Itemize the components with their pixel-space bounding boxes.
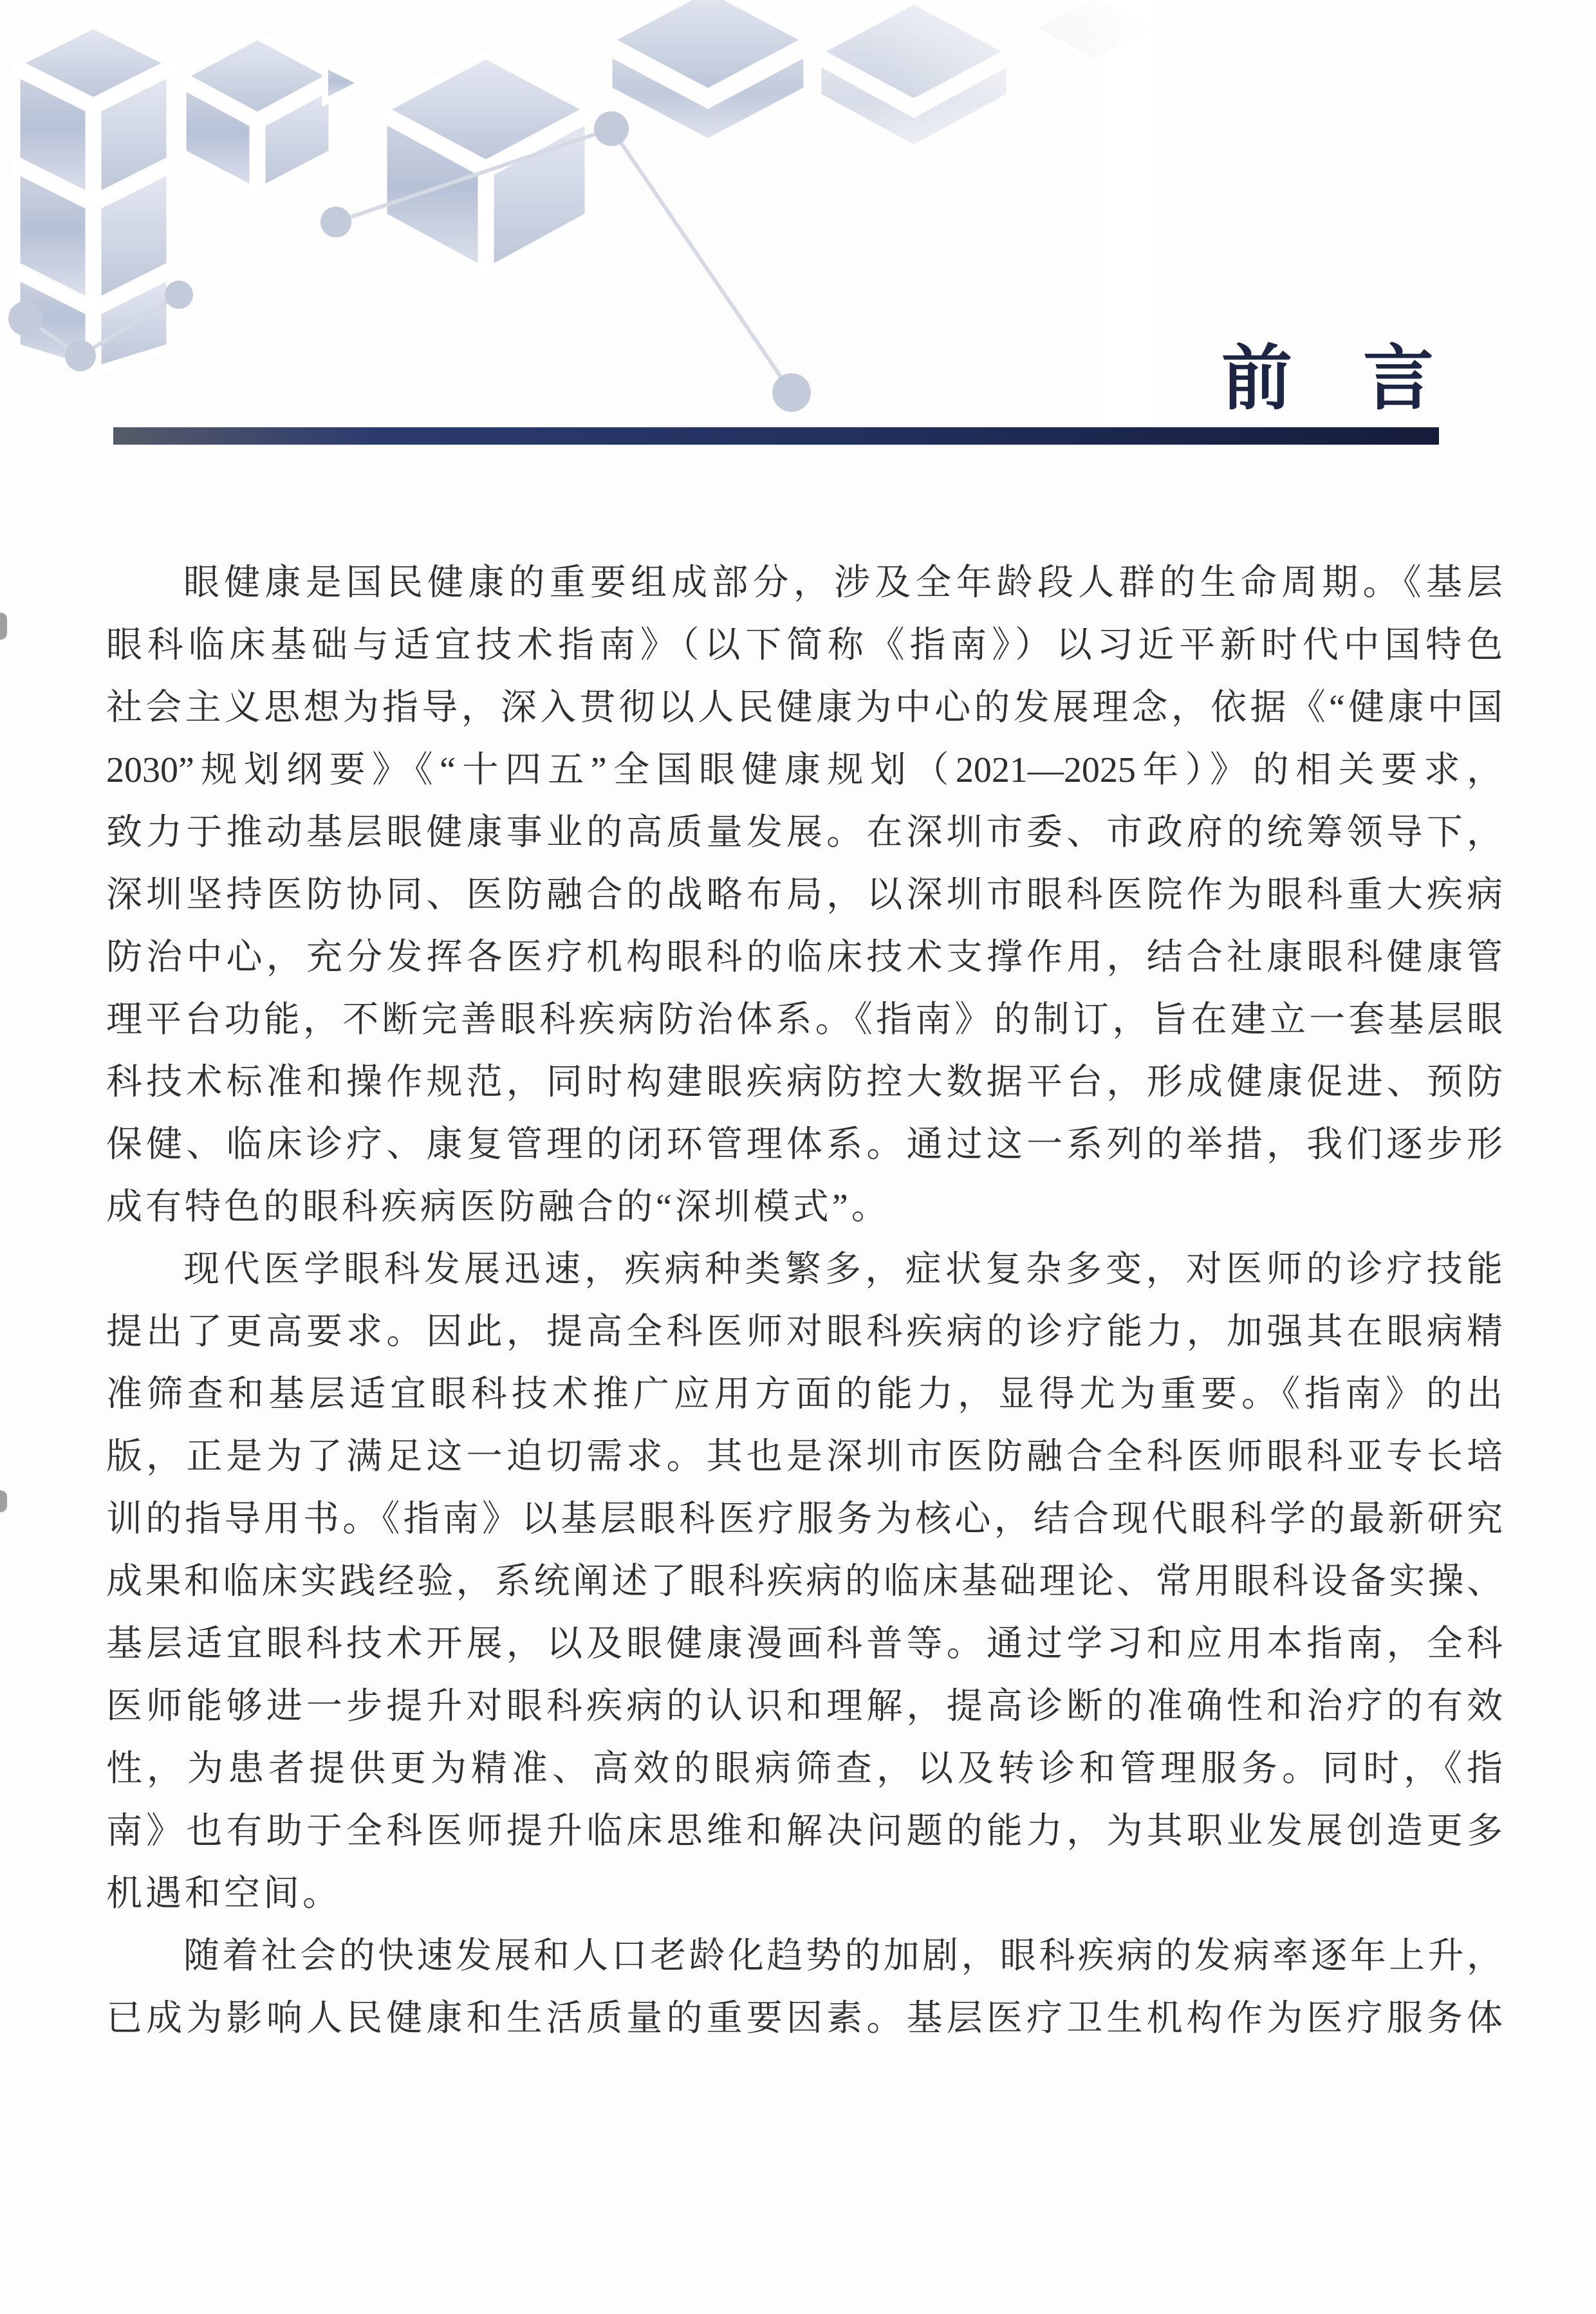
text-line: 深圳坚持医防协同、医防融合的战略布局，以深圳市眼科医院作为眼科重大疾病 [106, 875, 1503, 915]
text-line: 训的指导用书。《指南》以基层眼科医疗服务为核心，结合现代眼科学的最新研究 [106, 1499, 1503, 1539]
text-line: 已成为影响人民健康和生活质量的重要因素。基层医疗卫生机构作为医疗服务体 [106, 1999, 1503, 2039]
preface-body [106, 552, 1503, 2050]
text-line: 南》也有助于全科医师提升临床思维和解决问题的能力，为其职业发展创造更多 [106, 1811, 1503, 1851]
text-line: 性，为患者提供更为精准、高效的眼病筛查，以及转诊和管理服务。同时，《指 [106, 1749, 1503, 1789]
title-underline-bar [113, 427, 1439, 445]
text-line: 眼科临床基础与适宜技术指南》（以下简称《指南》）以习近平新时代中国特色 [106, 625, 1503, 665]
cube-pillar-second [182, 35, 333, 190]
text-line: 版，正是为了满足这一迫切需求。其也是深圳市医防融合全科医师眼科亚专长培 [106, 1437, 1503, 1477]
page-title: 前 言 [1221, 339, 1434, 418]
text-line: 眼健康是国民健康的重要组成部分，涉及全年龄段人群的生命周期。《基层 [183, 563, 1503, 603]
text-line: 社会主义思想为指导，深入贯彻以人民健康为中心的发展理念，依据《“健康中国 [106, 688, 1503, 728]
text-line: 提出了更高要求。因此，提高全科医师对眼科疾病的诊疗能力，加强其在眼病精 [106, 1312, 1503, 1352]
text-line: 保健、临床诊疗、康复管理的闭环管理体系。通过这一系列的举措，我们逐步形 [106, 1125, 1503, 1165]
text-line: 医师能够进一步提升对眼科疾病的认识和理解，提高诊断的准确性和治疗的有效 [106, 1687, 1503, 1726]
text-line: 理平台功能，不断完善眼科疾病防治体系。《指南》的制订，旨在建立一套基层眼 [106, 1000, 1503, 1040]
text-line: 成果和临床实践经验，系统阐述了眼科疾病的临床基础理论、常用眼科设备实操、 [106, 1562, 1503, 1602]
text-line: 科技术标准和操作规范，同时构建眼疾病防控大数据平台，形成健康促进、预防 [106, 1062, 1503, 1102]
text-line: 随着社会的快速发展和人口老龄化趋势的加剧，眼科疾病的发病率逐年上升， [183, 1936, 1503, 1976]
text-line: 致力于推动基层眼健康事业的高质量发展。在深圳市委、市政府的统筹领导下， [106, 813, 1503, 853]
text-line: 准筛查和基层适宜眼科技术推广应用方面的能力，显得尤为重要。《指南》的出 [106, 1375, 1503, 1414]
text-line: 成有特色的眼科疾病医防融合的“深圳模式”。 [106, 1187, 891, 1227]
scan-artifact [0, 613, 7, 640]
text-line: 现代医学眼科发展迅速，疾病种类繁多，症状复杂多变，对医师的诊疗技能 [183, 1250, 1503, 1290]
decorative-cubes-network-graphic [0, 0, 1158, 450]
text-line: 机遇和空间。 [106, 1874, 342, 1914]
scan-artifact [0, 1490, 7, 1512]
fade-overlay [869, 0, 1158, 450]
text-line: 基层适宜眼科技术开展，以及眼健康漫画科普等。通过学习和应用本指南，全科 [106, 1624, 1503, 1664]
triangle-fragment [325, 64, 362, 102]
text-line: 防治中心，充分发挥各医疗机构眼科的临床技术支撑作用，结合社康眼科健康管 [106, 938, 1503, 977]
text-line: 2030”规划纲要》《“十四五”全国眼健康规划（2021—2025年）》的相关要求， [106, 750, 1503, 790]
